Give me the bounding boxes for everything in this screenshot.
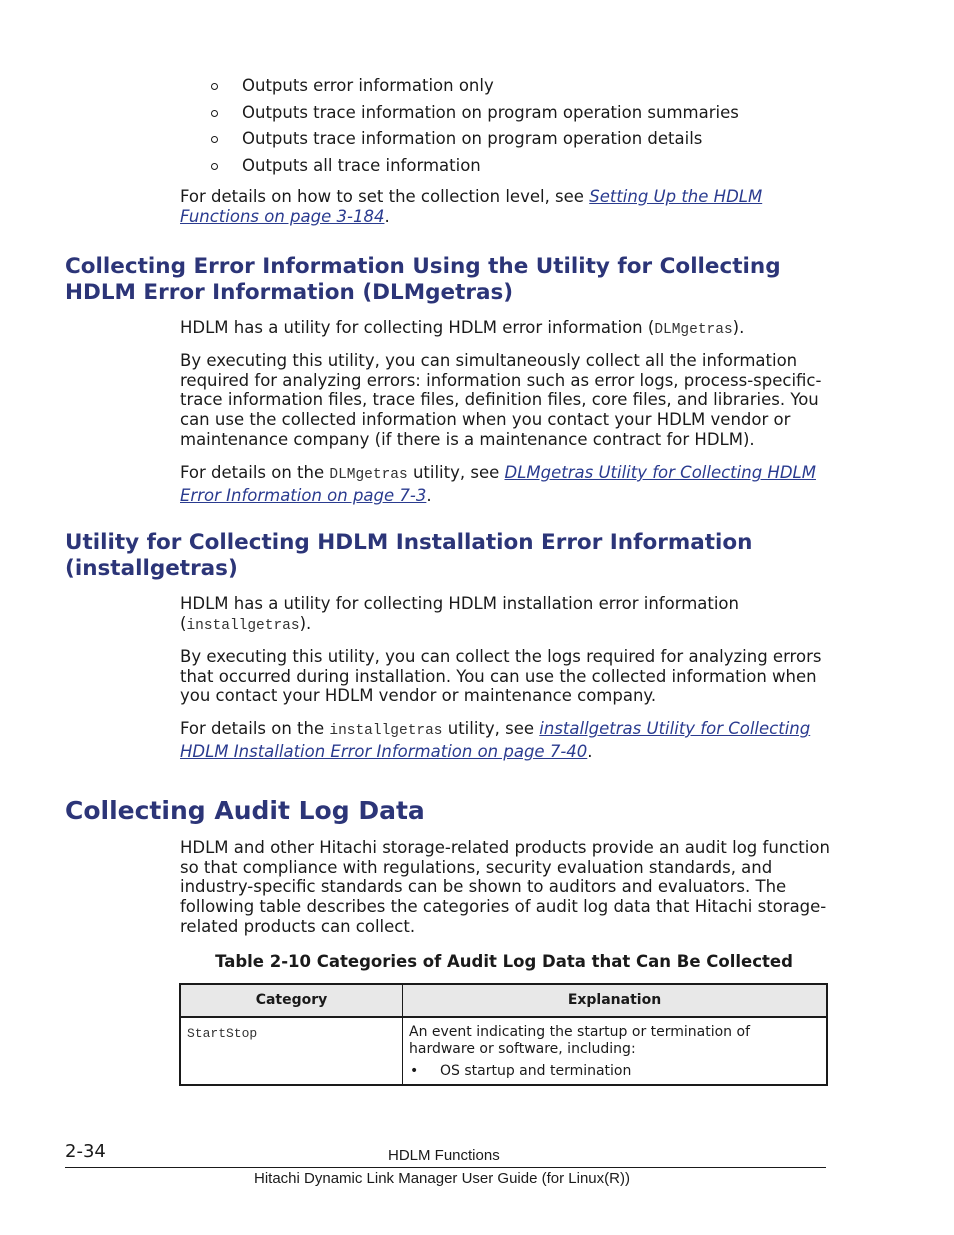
dlmgetras-heading: Collecting Error Information Using the Utility for Collecting HDLM Error Information (DLMgetras)	[65, 254, 781, 305]
audit-log-description: HDLM and other Hitachi storage-related products provide an audit log function so that compliance with regulations, security evaluation standards, and industry-specific standards can be shown to auditors and evaluators. The following table describes the categories of audit log data that Hitachi storage-related products can collect.	[180, 838, 830, 936]
chapter-title: HDLM Functions	[388, 1147, 500, 1164]
dlmgetras-intro: HDLM has a utility for collecting HDLM error information (DLMgetras).	[180, 318, 745, 338]
audit-log-categories-table	[179, 983, 828, 1086]
category-cell: StartStop	[180, 1017, 403, 1085]
table-caption: Table 2-10 Categories of Audit Log Data that Can Be Collected	[215, 952, 793, 971]
dlmgetras-reference: For details on the DLMgetras utility, see DLMgetras Utility for Collecting HDLM Error Information on page 7-3.	[180, 463, 816, 505]
explanation-cell	[403, 1017, 828, 1085]
list-item: Outputs trace information on program operation details	[211, 129, 739, 156]
dlmgetras-utility-link[interactable]: DLMgetras Utility for Collecting HDLM Error Information on page 7-3	[180, 463, 816, 505]
list-item: Outputs error information only	[211, 76, 739, 103]
collection-level-list	[211, 76, 739, 182]
audit-log-heading: Collecting Audit Log Data	[65, 796, 425, 825]
column-header-category: Category	[180, 984, 403, 1017]
list-item: Outputs trace information on program operation summaries	[211, 103, 739, 130]
explanation-bullet: • OS startup and termination	[409, 1063, 820, 1080]
page-number: 2-34	[65, 1141, 106, 1162]
installgetras-reference: For details on the installgetras utility, see installgetras Utility for Collecting HDLM Installation Error Information on page 7-40.	[180, 719, 811, 761]
footer-divider	[65, 1167, 826, 1168]
explanation-text: An event indicating the startup or termination of hardware or software, including:	[409, 1024, 750, 1057]
column-header-explanation: Explanation	[403, 984, 828, 1017]
installgetras-description: By executing this utility, you can collect the logs required for analyzing errors that occurred during installation. You can use the collected information when you contact your HDLM vendor or maintenance company.	[180, 647, 822, 706]
installgetras-utility-link[interactable]: installgetras Utility for Collecting HDLM Installation Error Information on page 7-40	[180, 719, 811, 761]
installgetras-intro: HDLM has a utility for collecting HDLM installation error information (installgetras).	[180, 594, 739, 634]
installgetras-heading: Utility for Collecting HDLM Installation Error Information (installgetras)	[65, 530, 753, 581]
table-row	[180, 1017, 827, 1085]
list-item: Outputs all trace information	[211, 156, 739, 183]
dlmgetras-description: By executing this utility, you can simultaneously collect all the information required for analyzing errors: information such as error logs, process-specific-trace information files, trace files, definition files, core files, and libraries. You can use the collected information when you contact your HDLM vendor or maintenance company (if there is a maintenance contract for HDLM).	[180, 351, 822, 449]
setting-up-functions-link[interactable]: Setting Up the HDLM Functions on page 3-184	[180, 187, 763, 226]
collection-level-note: For details on how to set the collection level, see Setting Up the HDLM Functions on page 3-184.	[180, 187, 763, 226]
guide-title: Hitachi Dynamic Link Manager User Guide (for Linux(R))	[254, 1170, 630, 1187]
table-header-row	[180, 984, 827, 1017]
